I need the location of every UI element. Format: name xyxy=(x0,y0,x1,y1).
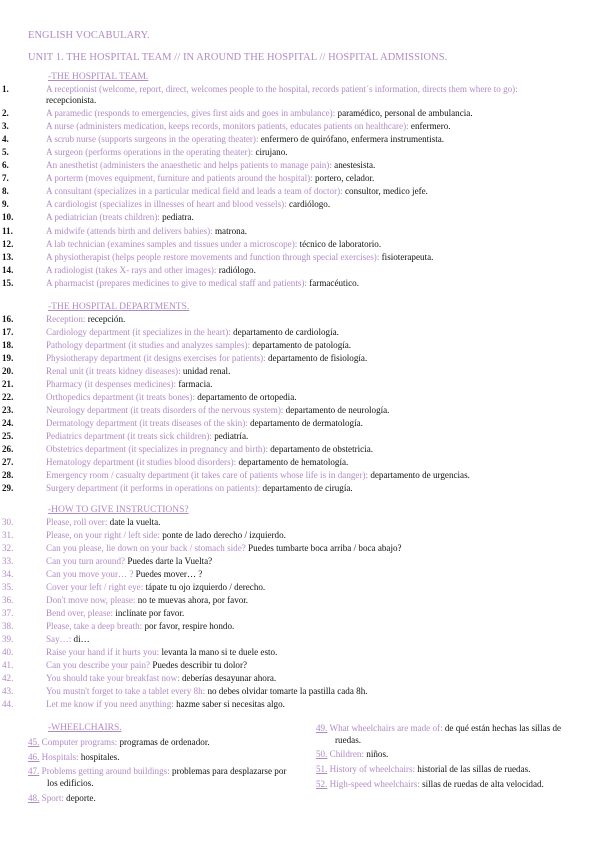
spanish-translation: anestesista. xyxy=(334,160,376,171)
english-term: Don't move now, please: xyxy=(46,595,136,606)
english-term: Sport: xyxy=(41,792,64,803)
english-term: Pharmacy (it despenses medicines): xyxy=(46,379,177,390)
list-item xyxy=(0,252,600,263)
item-number: 31. xyxy=(2,530,14,541)
english-term: You mustn't forget to take a tablet every 8h: xyxy=(46,686,206,697)
list-item xyxy=(0,582,600,593)
english-term: What wheelchairs are made of: xyxy=(329,723,443,733)
wheelchairs-right-column xyxy=(316,723,578,794)
item-number: 18. xyxy=(2,340,14,351)
english-term: Surgery department (it performs in operations on patients): xyxy=(46,483,261,494)
spanish-translation: departamento de fisiología. xyxy=(268,353,368,364)
list-item xyxy=(316,749,578,761)
item-number: 13. xyxy=(2,251,14,262)
item-number: 19. xyxy=(2,353,14,364)
item-number: 36. xyxy=(2,595,14,606)
item-number: 46. xyxy=(28,751,40,762)
list-item xyxy=(0,457,600,468)
english-term: An anesthetist (administers the anaesthetic and helps patients to manage pain): xyxy=(46,160,332,171)
item-text xyxy=(46,366,570,377)
item-number: 26. xyxy=(2,444,14,455)
list-item xyxy=(0,239,600,250)
english-term: Obstetrics department (it specializes in pregnancy and birth): xyxy=(46,444,268,455)
item-number: 41. xyxy=(2,660,14,671)
english-term: Hospitals: xyxy=(41,751,79,762)
list-item xyxy=(0,621,600,632)
list-item xyxy=(0,160,600,171)
item-text xyxy=(46,392,570,403)
english-term: Let me know if you need anything: xyxy=(46,699,174,710)
item-text xyxy=(316,764,578,776)
section-heading-wheelchairs: -WHEELCHAIRS. xyxy=(48,723,122,733)
english-term: Raise your hand if it hurts you: xyxy=(46,647,160,658)
list-item xyxy=(0,530,600,541)
item-text xyxy=(46,470,570,481)
item-number: 10. xyxy=(2,212,14,223)
english-term: Computer programs: xyxy=(41,737,118,747)
item-text xyxy=(46,530,570,541)
item-text xyxy=(46,582,570,593)
spanish-translation: hazme saber si necesitas algo. xyxy=(176,699,285,710)
item-text xyxy=(46,353,570,364)
item-number: 40. xyxy=(2,647,14,658)
item-text xyxy=(46,199,570,210)
item-text xyxy=(316,778,578,791)
spanish-translation: niños. xyxy=(366,749,389,760)
spanish-translation: no te muevas ahora, por favor. xyxy=(137,595,249,606)
spanish-translation: departamento de cirugía. xyxy=(262,483,353,494)
english-term: A pediatrician (treats children): xyxy=(46,212,160,223)
item-number: 21. xyxy=(2,379,14,390)
item-text xyxy=(316,723,578,746)
spanish-translation: pediatría. xyxy=(214,431,249,442)
list-item xyxy=(0,418,600,429)
item-text xyxy=(28,751,288,764)
item-number: 22. xyxy=(2,392,14,403)
spanish-translation: levanta la mano si te duele esto. xyxy=(161,647,278,658)
item-number: 27. xyxy=(2,457,14,468)
item-text xyxy=(46,239,570,250)
english-term: Dermatology department (it treats diseases of the skin): xyxy=(46,418,248,429)
list-item xyxy=(0,353,600,364)
spanish-translation: programas de ordenador. xyxy=(119,737,210,747)
list-item xyxy=(0,199,600,210)
list-item xyxy=(0,147,600,158)
item-number: 7. xyxy=(2,173,9,184)
list-item xyxy=(316,723,578,746)
item-text xyxy=(46,252,570,263)
item-number: 34. xyxy=(2,569,14,580)
list-item xyxy=(0,444,600,455)
english-term: Can you move your… ? xyxy=(46,569,134,580)
list-item xyxy=(28,752,288,764)
english-term: Pediatrics department (it treats sick children): xyxy=(46,431,212,442)
item-text xyxy=(46,278,570,289)
item-number: 49. xyxy=(316,723,328,733)
list-item xyxy=(0,543,600,554)
english-term: Neurology department (it treats disorders of the nervous system): xyxy=(46,405,284,416)
item-text xyxy=(46,483,570,494)
item-number: 5. xyxy=(2,147,9,158)
item-text xyxy=(46,457,570,468)
english-term: Problems getting around buildings: xyxy=(41,766,170,777)
english-term: Hematology department (it studies blood disorders): xyxy=(46,457,237,468)
spanish-translation: pediatra. xyxy=(162,212,194,223)
list-item xyxy=(0,634,600,645)
list-item xyxy=(28,737,288,749)
item-text xyxy=(46,340,570,351)
spanish-translation: Puedes darte la Vuelta? xyxy=(127,556,213,567)
spanish-translation: por favor, respire hondo. xyxy=(144,621,235,632)
item-text xyxy=(46,327,570,338)
spanish-translation: enfermero. xyxy=(410,121,451,132)
list-item xyxy=(28,793,288,805)
item-text xyxy=(46,556,570,567)
item-number: 1. xyxy=(2,84,9,94)
english-term: A surgeon (performs operations in the operating theater): xyxy=(46,147,254,158)
spanish-translation: departamento de hematología. xyxy=(238,457,349,468)
spanish-translation: matrona. xyxy=(214,225,248,236)
list-item xyxy=(0,173,600,184)
item-text xyxy=(46,226,570,237)
list-item xyxy=(0,278,600,289)
list-item xyxy=(316,764,578,776)
english-term: Pathology department (it studies and analyzes samples): xyxy=(46,340,251,351)
list-item xyxy=(0,340,600,351)
list-item xyxy=(0,314,600,325)
item-number: 24. xyxy=(2,418,14,429)
list-item xyxy=(0,366,600,377)
list-item xyxy=(316,779,578,791)
document-title: ENGLISH VOCABULARY. xyxy=(28,30,150,41)
english-term: A nurse (administers medication, keeps records, monitors patients, educates patients on healthcare): xyxy=(46,121,409,132)
item-text xyxy=(46,84,570,106)
item-text xyxy=(316,749,578,761)
item-text xyxy=(46,418,570,429)
english-term: Please, take a deep breath: xyxy=(46,621,143,632)
item-text xyxy=(46,186,570,197)
spanish-translation: sillas de ruedas de alta velocidad. xyxy=(422,778,544,789)
item-text xyxy=(46,379,570,390)
spanish-translation: radiólogo. xyxy=(218,264,256,275)
spanish-translation: recepción. xyxy=(87,314,126,324)
item-text xyxy=(46,160,570,171)
english-term: A porterm (moves equipment, furniture and patients around the hospital): xyxy=(46,173,313,184)
list-item xyxy=(0,686,600,697)
list-item xyxy=(0,483,600,494)
item-number: 33. xyxy=(2,556,14,567)
item-number: 9. xyxy=(2,199,9,210)
spanish-translation: técnico de laboratorio. xyxy=(299,238,382,249)
item-number: 25. xyxy=(2,431,14,442)
item-number: 38. xyxy=(2,621,14,632)
item-number: 15. xyxy=(2,277,14,288)
english-term: A scrub nurse (supports surgeons in the operating theater): xyxy=(46,134,259,145)
unit-heading: UNIT 1. THE HOSPITAL TEAM // IN AROUND THE HOSPITAL // HOSPITAL ADMISSIONS. xyxy=(28,52,448,63)
item-number: 35. xyxy=(2,582,14,593)
spanish-translation: Puedes mover… ? xyxy=(135,569,203,580)
item-text xyxy=(46,173,570,184)
list-item xyxy=(0,226,600,237)
spanish-translation: de qué están hechas las sillas de ruedas. xyxy=(335,723,562,745)
english-term: Children: xyxy=(329,749,365,760)
item-text xyxy=(46,134,570,145)
item-text xyxy=(46,147,570,158)
english-term: A receptionist (welcome, report, direct, welcomes people to the hospital, records patient´s information, directs them where to go): xyxy=(46,84,518,94)
departments-list xyxy=(0,314,600,496)
spanish-translation: date la vuelta. xyxy=(109,517,161,527)
item-number: 28. xyxy=(2,470,14,481)
english-term: A lab technician (examines samples and tissues under a microscope): xyxy=(46,238,298,249)
list-item xyxy=(28,766,288,789)
item-text xyxy=(46,431,570,442)
spanish-translation: no debes olvidar tomarte la pastilla cada 8h. xyxy=(207,686,368,697)
list-item xyxy=(0,186,600,197)
spanish-translation: fisioterapeuta. xyxy=(381,251,434,262)
item-number: 51. xyxy=(316,764,328,775)
item-number: 45. xyxy=(28,737,40,747)
list-item xyxy=(0,556,600,567)
spanish-translation: departamento de ortopedia. xyxy=(197,392,297,403)
item-text xyxy=(28,737,288,749)
spanish-translation: farmacéutico. xyxy=(309,277,359,288)
item-text xyxy=(46,405,570,416)
item-number: 17. xyxy=(2,327,14,338)
list-item xyxy=(0,379,600,390)
instructions-list xyxy=(0,517,600,712)
list-item xyxy=(0,265,600,276)
item-number: 39. xyxy=(2,634,14,645)
spanish-translation: departamento de urgencias. xyxy=(370,470,470,481)
spanish-translation: di… xyxy=(73,634,90,645)
spanish-translation: consultor, medico jefe. xyxy=(344,186,428,197)
list-item xyxy=(0,392,600,403)
item-text xyxy=(46,673,570,684)
section-heading-instructions: -HOW TO GIVE INSTRUCTIONS? xyxy=(48,505,189,515)
spanish-translation: departamento de obstetricia. xyxy=(270,444,374,455)
item-number: 32. xyxy=(2,543,14,554)
spanish-translation: deporte. xyxy=(66,792,96,803)
spanish-translation: hospitales. xyxy=(80,751,120,762)
item-text xyxy=(46,634,570,645)
item-number: 50. xyxy=(316,749,328,760)
english-term: History of wheelchairs: xyxy=(329,764,416,775)
english-term: Can you turn around? xyxy=(46,556,126,567)
item-number: 30. xyxy=(2,517,14,527)
item-number: 47. xyxy=(28,766,40,777)
item-number: 8. xyxy=(2,186,9,197)
spanish-translation: farmacia. xyxy=(178,379,213,390)
spanish-translation: departamento de cardiología. xyxy=(233,327,339,338)
spanish-translation: historial de las sillas de ruedas. xyxy=(417,764,531,775)
list-item xyxy=(0,517,600,528)
english-term: A consultant (specializes in a particular medical field and leads a team of doctor): xyxy=(46,186,343,197)
spanish-translation: inclínate por favor. xyxy=(115,608,185,619)
spanish-translation: departamento de neurología. xyxy=(285,405,390,416)
english-term: Renal unit (it treats kidney diseases): xyxy=(46,366,181,377)
item-number: 14. xyxy=(2,264,14,275)
spanish-translation: unidad renal. xyxy=(182,366,231,377)
english-term: A physiotherapist (helps people restore movements and function through special exercises): xyxy=(46,251,380,262)
english-term: Emergency room / casualty department (it takes care of patients whose life is in danger): xyxy=(46,470,369,481)
english-term: A radiologist (takes X- rays and other images): xyxy=(46,264,217,275)
item-text xyxy=(46,660,570,671)
spanish-translation: departamento de patología. xyxy=(252,340,352,351)
spanish-translation: departamento de dermatología. xyxy=(250,418,363,429)
english-term: Say…: xyxy=(46,634,72,645)
list-item xyxy=(0,108,600,119)
item-text xyxy=(46,444,570,455)
item-text xyxy=(28,766,288,789)
english-term: A cardiologist (specializes in illnesses of heart and blood vessels): xyxy=(46,199,287,210)
english-term: Can you describe your pain? xyxy=(46,660,151,671)
list-item xyxy=(0,470,600,481)
item-number: 42. xyxy=(2,673,14,684)
item-text xyxy=(46,608,570,619)
item-number: 48. xyxy=(28,792,40,803)
spanish-translation: enfermero de quirófano, enfermera instrumentista. xyxy=(260,134,445,145)
list-item xyxy=(0,84,600,106)
list-item xyxy=(0,660,600,671)
spanish-translation: cardiólogo. xyxy=(288,199,331,210)
spanish-translation: problemas para desplazarse por los edificios. xyxy=(47,766,287,789)
item-text xyxy=(46,212,570,223)
item-text xyxy=(46,314,570,325)
list-item xyxy=(0,405,600,416)
english-term: A pharmacist (prepares medicines to give to medical staff and patients): xyxy=(46,277,307,288)
list-item xyxy=(0,212,600,223)
item-number: 52. xyxy=(316,778,328,789)
spanish-translation: ponte de lado derecho / izquierdo. xyxy=(162,530,286,541)
spanish-translation: tápate tu ojo izquierdo / derecho. xyxy=(145,582,266,593)
english-term: Orthopedics department (it treats bones): xyxy=(46,392,195,403)
english-term: Please, on your right / left side: xyxy=(46,530,160,541)
item-text xyxy=(46,517,570,528)
item-number: 16. xyxy=(2,314,14,324)
item-text xyxy=(46,647,570,658)
item-number: 3. xyxy=(2,121,9,132)
english-term: A paramedic (responds to emergencies, gives first aids and goes in ambulance): xyxy=(46,108,336,119)
item-text xyxy=(46,699,570,710)
item-number: 44. xyxy=(2,699,14,710)
item-number: 43. xyxy=(2,686,14,697)
wheelchairs-left-column xyxy=(28,737,288,808)
list-item xyxy=(0,595,600,606)
item-text xyxy=(46,543,570,554)
list-item xyxy=(0,647,600,658)
english-term: A midwife (attends birth and delivers babies): xyxy=(46,225,213,236)
spanish-translation: recepcionista. xyxy=(46,95,97,106)
english-term: Cardiology department (it specializes in the heart): xyxy=(46,327,231,338)
item-number: 12. xyxy=(2,238,14,249)
item-text xyxy=(46,569,570,580)
item-text xyxy=(46,108,570,119)
item-number: 20. xyxy=(2,366,14,377)
item-number: 4. xyxy=(2,134,9,145)
item-text xyxy=(46,621,570,632)
spanish-translation: paramédico, personal de ambulancia. xyxy=(337,108,473,119)
team-list xyxy=(0,84,600,291)
section-heading-team: -THE HOSPITAL TEAM. xyxy=(48,72,149,82)
english-term: Physiotherapy department (it designs exercises for patients): xyxy=(46,353,266,364)
list-item xyxy=(0,134,600,145)
item-number: 6. xyxy=(2,160,9,171)
item-text xyxy=(46,121,570,132)
english-term: High-speed wheelchairs: xyxy=(329,778,420,789)
list-item xyxy=(0,673,600,684)
item-number: 11. xyxy=(2,225,13,236)
item-text xyxy=(46,265,570,276)
item-number: 29. xyxy=(2,483,14,494)
list-item xyxy=(0,327,600,338)
item-text xyxy=(28,792,288,805)
item-number: 23. xyxy=(2,405,14,416)
list-item xyxy=(0,699,600,710)
spanish-translation: Puedes describir tu dolor? xyxy=(152,660,248,671)
item-number: 2. xyxy=(2,108,9,119)
list-item xyxy=(0,431,600,442)
english-term: Please, roll over: xyxy=(46,517,108,527)
list-item xyxy=(0,608,600,619)
spanish-translation: Puedes tumbarte boca arriba / boca abajo? xyxy=(248,543,402,554)
list-item xyxy=(0,121,600,132)
english-term: Reception: xyxy=(46,314,86,324)
english-term: You should take your breakfast now: xyxy=(46,673,180,684)
item-number: 37. xyxy=(2,608,14,619)
spanish-translation: deberías desayunar ahora. xyxy=(181,673,277,684)
item-text xyxy=(46,686,570,697)
english-term: Cover your left / right eye: xyxy=(46,582,144,593)
english-term: Can you please, lie down on your back / stomach side? xyxy=(46,543,246,554)
section-heading-departments: -THE HOSPITAL DEPARTMENTS. xyxy=(48,302,190,312)
spanish-translation: portero, celador. xyxy=(314,173,375,184)
spanish-translation: cirujano. xyxy=(255,147,288,158)
item-text xyxy=(46,595,570,606)
english-term: Bend over, please: xyxy=(46,608,114,619)
list-item xyxy=(0,569,600,580)
